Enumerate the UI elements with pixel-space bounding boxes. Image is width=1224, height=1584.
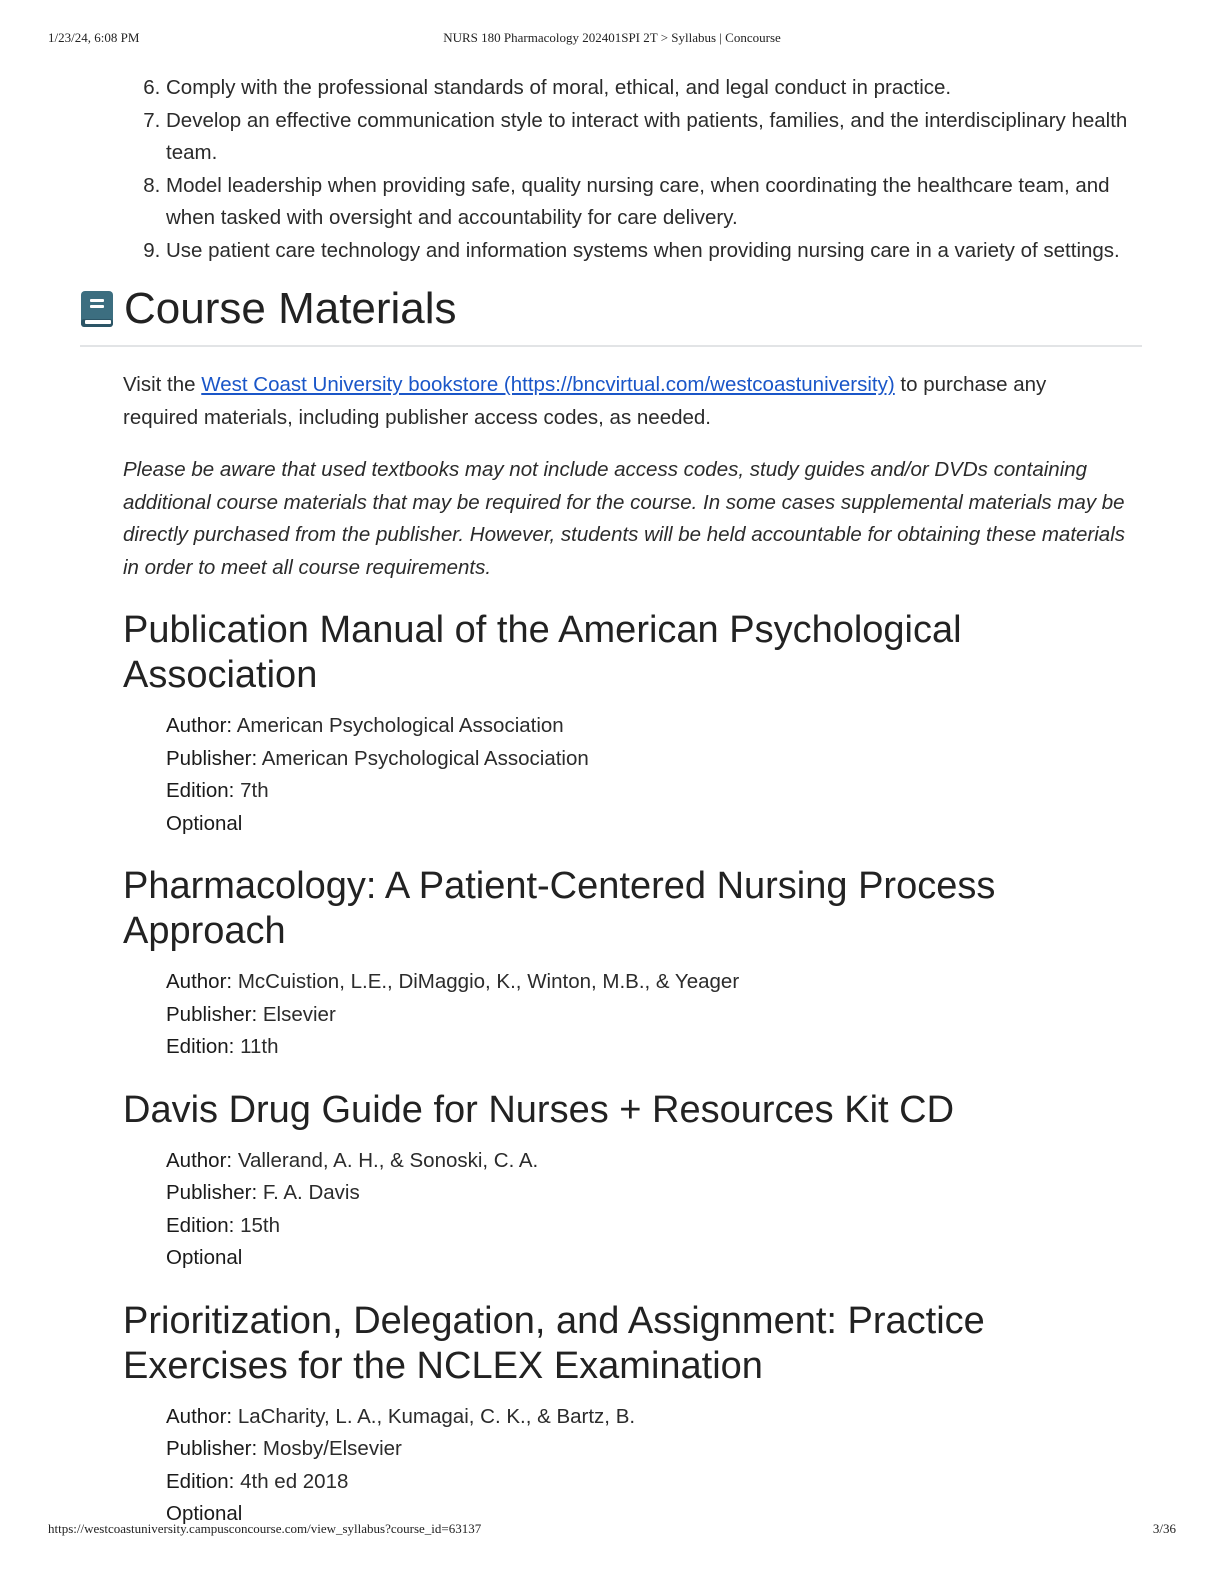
author-label: Author:	[166, 970, 233, 993]
page-number: 3/36	[1152, 1521, 1176, 1536]
used-textbooks-note: Please be aware that used textbooks may not include access codes, study guides and/or DVDs containing additional course materials that may be required for the course. In some cases supplemental materials may be directly purchased from the publisher. However, students will be held accountable for obtaining these materials in order to meet all course requirements.	[123, 458, 1126, 579]
visit-suffix-text: to purchase any required materials, including publisher access codes, as needed.	[123, 373, 1047, 429]
book-details	[123, 1401, 1142, 1531]
book-author	[166, 966, 1142, 999]
course-materials-heading	[80, 283, 1142, 347]
print-page-title: NURS 180 Pharmacology 202401SPI 2T > Syllabus | Concourse	[443, 30, 781, 45]
book-edition	[166, 1210, 1142, 1243]
book-entry	[123, 864, 1142, 1064]
book-edition	[166, 775, 1142, 808]
author-value: American Psychological Association	[236, 714, 564, 737]
course-materials-body	[80, 369, 1142, 1531]
list-item: 8. Model leadership when providing safe, quality nursing care, when coordinating the healthcare team, and when tasked with oversight and accountability for care delivery.	[166, 170, 1142, 235]
syllabus-content	[80, 72, 1142, 1531]
publisher-value: F. A. Davis	[262, 1181, 360, 1204]
book-edition	[166, 1466, 1142, 1499]
author-label: Author:	[166, 1404, 233, 1428]
publisher-label: Publisher:	[166, 746, 258, 770]
edition-label: Edition:	[166, 1035, 235, 1058]
book-entry	[123, 1299, 1142, 1531]
list-item: 7. Develop an effective communication style to interact with patients, families, and the interdisciplinary health team.	[166, 105, 1142, 170]
learning-outcomes-list	[80, 72, 1142, 267]
book-optional-flag: Optional	[166, 811, 243, 835]
book-title: Prioritization, Delegation, and Assignment: Practice Exercises for the NCLEX Examination	[123, 1299, 985, 1387]
book-optional-flag: Optional	[166, 1246, 243, 1269]
list-item: 6. Comply with the professional standards of moral, ethical, and legal conduct in practice.	[166, 72, 1142, 105]
book-author	[166, 710, 1142, 743]
publisher-value: American Psychological Association	[261, 746, 589, 770]
book-details	[123, 710, 1142, 840]
edition-value: 11th	[240, 1035, 279, 1058]
publisher-value: Mosby/Elsevier	[262, 1437, 402, 1460]
book-author	[166, 1145, 1142, 1178]
publisher-value: Elsevier	[262, 1002, 336, 1026]
print-header	[48, 30, 1176, 50]
book-publisher	[166, 1177, 1142, 1210]
book-publisher	[166, 743, 1142, 776]
book-author	[166, 1401, 1142, 1434]
book-entry	[123, 1088, 1142, 1275]
publisher-label: Publisher:	[166, 1002, 258, 1026]
book-title: Publication Manual of the American Psychological Association	[123, 609, 962, 696]
book-title: Pharmacology: A Patient-Centered Nursing Process Approach	[123, 865, 996, 952]
edition-value: 4th ed 2018	[240, 1469, 349, 1493]
book-icon	[80, 290, 114, 328]
bookstore-paragraph	[123, 369, 1123, 434]
edition-label: Edition:	[166, 1213, 235, 1237]
author-label: Author:	[166, 1148, 233, 1172]
bookstore-link[interactable]: West Coast University bookstore (https://bncvirtual.com/westcoastuniversity)	[201, 373, 895, 396]
author-value: LaCharity, L. A., Kumagai, C. K., & Bartz, B.	[237, 1404, 636, 1428]
book-entry	[123, 608, 1142, 840]
print-url: https://westcoastuniversity.campusconcourse.com/view_syllabus?course_id=63137	[48, 1521, 482, 1536]
publisher-label: Publisher:	[166, 1437, 258, 1460]
list-item: 9. Use patient care technology and information systems when providing nursing care in a variety of settings.	[166, 235, 1142, 268]
print-date: 1/23/24, 6:08 PM	[48, 30, 140, 45]
edition-label: Edition:	[166, 1469, 235, 1493]
author-value: Vallerand, A. H., & Sonoski, C. A.	[237, 1148, 539, 1172]
publisher-label: Publisher:	[166, 1181, 258, 1204]
print-footer	[48, 1521, 1176, 1541]
book-edition	[166, 1031, 1142, 1064]
book-publisher	[166, 999, 1142, 1032]
edition-label: Edition:	[166, 779, 235, 802]
edition-value: 15th	[240, 1213, 280, 1237]
edition-value: 7th	[240, 779, 269, 802]
book-title: Davis Drug Guide for Nurses + Resources Kit CD	[123, 1088, 955, 1131]
book-publisher	[166, 1433, 1142, 1466]
book-details	[123, 966, 1142, 1064]
visit-prefix-text: Visit the	[123, 373, 202, 396]
book-details	[123, 1145, 1142, 1275]
section-title: Course Materials	[124, 284, 457, 333]
book-optional-flag: Optional	[166, 1502, 243, 1525]
author-label: Author:	[166, 714, 233, 737]
author-value: McCuistion, L.E., DiMaggio, K., Winton, M.B., & Yeager	[237, 970, 740, 993]
